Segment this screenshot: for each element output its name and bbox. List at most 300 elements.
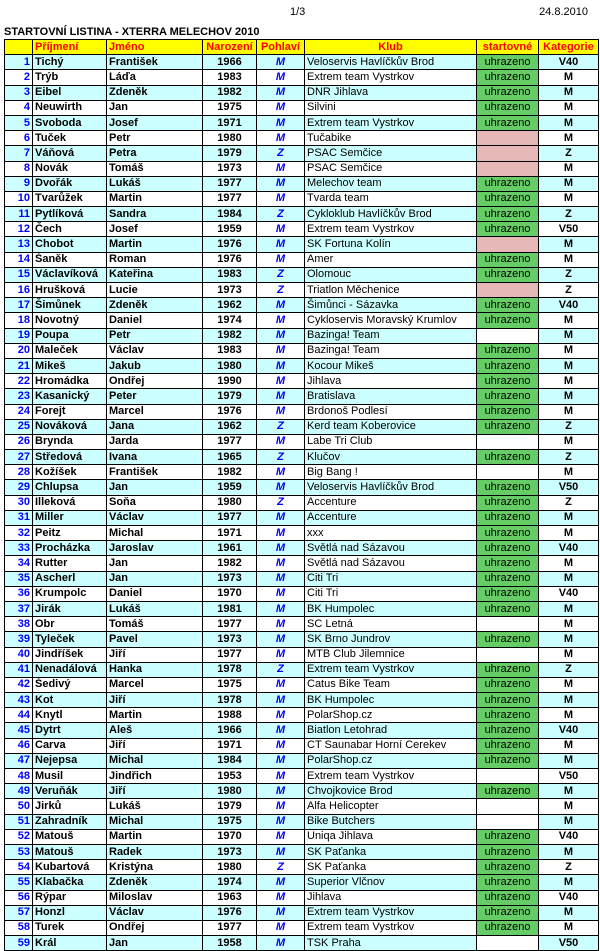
cell-category: Z [539, 419, 599, 434]
table-row [5, 115, 599, 130]
cell-row-number: 17 [5, 298, 33, 313]
table-row [5, 191, 599, 206]
document-date: 24.8.2010 [539, 6, 588, 18]
cell-club: Triatlon Měchenice [305, 283, 477, 298]
cell-fee-status [477, 799, 539, 814]
cell-category: M [539, 632, 599, 647]
cell-first-name: Daniel [107, 586, 203, 601]
cell-sex: M [257, 389, 305, 404]
cell-fee-status: uhrazeno [477, 313, 539, 328]
cell-club: Bratislava [305, 389, 477, 404]
cell-sex: M [257, 480, 305, 495]
table-row [5, 465, 599, 480]
cell-fee-status [477, 936, 539, 951]
cell-category: Z [539, 283, 599, 298]
cell-sex: M [257, 814, 305, 829]
cell-surname: Carva [33, 738, 107, 753]
table-row [5, 890, 599, 905]
cell-fee-status: uhrazeno [477, 298, 539, 313]
cell-surname: Mikeš [33, 358, 107, 373]
start-list-table [4, 39, 599, 951]
cell-fee-status [477, 769, 539, 784]
cell-birth-year: 1963 [203, 890, 257, 905]
cell-fee-status: uhrazeno [477, 693, 539, 708]
cell-birth-year: 1979 [203, 799, 257, 814]
cell-category: V50 [539, 769, 599, 784]
cell-sex: M [257, 677, 305, 692]
cell-first-name: Lukáš [107, 601, 203, 616]
cell-birth-year: 1982 [203, 328, 257, 343]
cell-row-number: 50 [5, 799, 33, 814]
table-row [5, 161, 599, 176]
cell-fee-status [477, 434, 539, 449]
cell-surname: Novák [33, 161, 107, 176]
cell-surname: Neuwirth [33, 100, 107, 115]
cell-category: M [539, 161, 599, 176]
table-row [5, 237, 599, 252]
cell-first-name: Jana [107, 419, 203, 434]
cell-fee-status: uhrazeno [477, 571, 539, 586]
cell-row-number: 25 [5, 419, 33, 434]
cell-birth-year: 1975 [203, 814, 257, 829]
cell-surname: Veruňák [33, 784, 107, 799]
cell-category: M [539, 647, 599, 662]
cell-fee-status: uhrazeno [477, 176, 539, 191]
cell-birth-year: 1973 [203, 632, 257, 647]
header-cell-club: Klub [305, 40, 477, 55]
cell-category: V40 [539, 890, 599, 905]
table-row [5, 343, 599, 358]
cell-fee-status: uhrazeno [477, 662, 539, 677]
cell-surname: Matouš [33, 829, 107, 844]
cell-category: M [539, 571, 599, 586]
cell-club: Labe Tri Club [305, 434, 477, 449]
cell-surname: Nenadálová [33, 662, 107, 677]
cell-fee-status [477, 647, 539, 662]
cell-surname: Rutter [33, 556, 107, 571]
cell-birth-year: 1980 [203, 784, 257, 799]
cell-club: Šimůnci - Sázavka [305, 298, 477, 313]
cell-first-name: Jan [107, 936, 203, 951]
cell-sex: Z [257, 267, 305, 282]
cell-fee-status: uhrazeno [477, 450, 539, 465]
cell-surname: Pytlíková [33, 207, 107, 222]
cell-club: Extrem team Vystrkov [305, 905, 477, 920]
table-row [5, 829, 599, 844]
cell-row-number: 10 [5, 191, 33, 206]
cell-category: M [539, 601, 599, 616]
cell-sex: M [257, 191, 305, 206]
cell-sex: M [257, 298, 305, 313]
cell-first-name: Jiří [107, 647, 203, 662]
cell-surname: Dvořák [33, 176, 107, 191]
cell-row-number: 32 [5, 526, 33, 541]
cell-fee-status: uhrazeno [477, 85, 539, 100]
cell-row-number: 18 [5, 313, 33, 328]
cell-club: Jihlava [305, 374, 477, 389]
cell-surname: Tyleček [33, 632, 107, 647]
cell-row-number: 55 [5, 875, 33, 890]
cell-birth-year: 1980 [203, 860, 257, 875]
cell-club: PolarShop.cz [305, 708, 477, 723]
cell-first-name: František [107, 465, 203, 480]
table-row [5, 419, 599, 434]
cell-first-name: Lukáš [107, 176, 203, 191]
cell-category: Z [539, 207, 599, 222]
cell-category: M [539, 526, 599, 541]
cell-first-name: Aleš [107, 723, 203, 738]
cell-category: Z [539, 495, 599, 510]
cell-fee-status: uhrazeno [477, 677, 539, 692]
table-row [5, 495, 599, 510]
cell-category: M [539, 389, 599, 404]
table-row [5, 708, 599, 723]
cell-sex: M [257, 434, 305, 449]
cell-sex: Z [257, 450, 305, 465]
cell-row-number: 47 [5, 753, 33, 768]
cell-row-number: 27 [5, 450, 33, 465]
cell-row-number: 37 [5, 601, 33, 616]
cell-first-name: Soňa [107, 495, 203, 510]
cell-surname: Illeková [33, 495, 107, 510]
cell-birth-year: 1977 [203, 434, 257, 449]
cell-sex: M [257, 252, 305, 267]
cell-category: M [539, 131, 599, 146]
cell-sex: M [257, 100, 305, 115]
cell-club: Extrem team Vystrkov [305, 662, 477, 677]
cell-club: Olomouc [305, 267, 477, 282]
cell-fee-status [477, 465, 539, 480]
cell-surname: Trýb [33, 70, 107, 85]
cell-fee-status: uhrazeno [477, 920, 539, 935]
cell-club: Bike Butchers [305, 814, 477, 829]
cell-birth-year: 1975 [203, 677, 257, 692]
table-row [5, 374, 599, 389]
cell-row-number: 22 [5, 374, 33, 389]
cell-row-number: 4 [5, 100, 33, 115]
cell-first-name: Jiří [107, 693, 203, 708]
cell-fee-status: uhrazeno [477, 844, 539, 859]
cell-first-name: Zdeněk [107, 85, 203, 100]
table-row [5, 389, 599, 404]
cell-row-number: 35 [5, 571, 33, 586]
cell-fee-status [477, 617, 539, 632]
cell-category: M [539, 875, 599, 890]
cell-category: V40 [539, 586, 599, 601]
cell-fee-status: uhrazeno [477, 252, 539, 267]
cell-category: V40 [539, 723, 599, 738]
table-row [5, 738, 599, 753]
cell-sex: M [257, 920, 305, 935]
cell-fee-status: uhrazeno [477, 784, 539, 799]
cell-surname: Nejepsa [33, 753, 107, 768]
cell-first-name: Lukáš [107, 799, 203, 814]
cell-club: Cykloservis Moravský Krumlov [305, 313, 477, 328]
table-row [5, 632, 599, 647]
cell-club: TSK Praha [305, 936, 477, 951]
cell-sex: M [257, 343, 305, 358]
cell-surname: Eibel [33, 85, 107, 100]
cell-surname: Musil [33, 769, 107, 784]
cell-category: M [539, 237, 599, 252]
table-row [5, 146, 599, 161]
cell-surname: Klabačka [33, 875, 107, 890]
cell-category: M [539, 191, 599, 206]
cell-birth-year: 1983 [203, 343, 257, 358]
cell-club: Extrem team Vystrkov [305, 920, 477, 935]
cell-sex: M [257, 465, 305, 480]
header-cell-category: Kategorie [539, 40, 599, 55]
cell-sex: M [257, 693, 305, 708]
cell-surname: Šimůnek [33, 298, 107, 313]
cell-birth-year: 1975 [203, 100, 257, 115]
cell-club: Světlá nad Sázavou [305, 556, 477, 571]
cell-row-number: 24 [5, 404, 33, 419]
cell-sex: M [257, 115, 305, 130]
cell-club: Silvini [305, 100, 477, 115]
cell-club: Tučabike [305, 131, 477, 146]
cell-surname: Tuček [33, 131, 107, 146]
cell-surname: Maleček [33, 343, 107, 358]
cell-sex: M [257, 556, 305, 571]
cell-first-name: Kateřina [107, 267, 203, 282]
cell-sex: M [257, 222, 305, 237]
cell-first-name: Ondřej [107, 920, 203, 935]
cell-fee-status: uhrazeno [477, 875, 539, 890]
cell-surname: Dytrt [33, 723, 107, 738]
cell-first-name: Tomáš [107, 617, 203, 632]
cell-category: M [539, 920, 599, 935]
cell-birth-year: 1979 [203, 146, 257, 161]
cell-category: M [539, 313, 599, 328]
cell-row-number: 33 [5, 541, 33, 556]
table-row [5, 860, 599, 875]
table-row [5, 601, 599, 616]
cell-surname: Šedivý [33, 677, 107, 692]
cell-first-name: Zdeněk [107, 875, 203, 890]
cell-row-number: 13 [5, 237, 33, 252]
cell-fee-status [477, 146, 539, 161]
cell-first-name: Petr [107, 131, 203, 146]
cell-first-name: Ondřej [107, 374, 203, 389]
cell-club: CT Saunabar Horní Cerekev [305, 738, 477, 753]
cell-birth-year: 1974 [203, 313, 257, 328]
cell-sex: M [257, 647, 305, 662]
cell-fee-status [477, 237, 539, 252]
cell-row-number: 26 [5, 434, 33, 449]
cell-row-number: 30 [5, 495, 33, 510]
cell-birth-year: 1966 [203, 55, 257, 70]
cell-sex: M [257, 617, 305, 632]
cell-surname: Kožíšek [33, 465, 107, 480]
cell-surname: Jirák [33, 601, 107, 616]
cell-surname: Knytl [33, 708, 107, 723]
cell-club: Jihlava [305, 890, 477, 905]
cell-category: Z [539, 267, 599, 282]
cell-fee-status: uhrazeno [477, 191, 539, 206]
cell-club: Biatlon Letohrad [305, 723, 477, 738]
cell-sex: M [257, 738, 305, 753]
cell-sex: M [257, 632, 305, 647]
cell-row-number: 20 [5, 343, 33, 358]
cell-surname: Brynda [33, 434, 107, 449]
cell-club: SK Paťanka [305, 860, 477, 875]
cell-fee-status: uhrazeno [477, 495, 539, 510]
cell-club: Accenture [305, 510, 477, 525]
cell-first-name: Jiří [107, 784, 203, 799]
cell-row-number: 42 [5, 677, 33, 692]
cell-fee-status: uhrazeno [477, 419, 539, 434]
cell-category: M [539, 784, 599, 799]
cell-first-name: Václav [107, 905, 203, 920]
cell-club: Veloservis Havlíčkův Brod [305, 480, 477, 495]
table-row [5, 298, 599, 313]
cell-club: Extrem team Vystrkov [305, 769, 477, 784]
cell-sex: Z [257, 495, 305, 510]
cell-sex: M [257, 890, 305, 905]
cell-birth-year: 1973 [203, 161, 257, 176]
cell-row-number: 56 [5, 890, 33, 905]
cell-fee-status: uhrazeno [477, 829, 539, 844]
cell-club: Alfa Helicopter [305, 799, 477, 814]
cell-sex: M [257, 358, 305, 373]
cell-row-number: 53 [5, 844, 33, 859]
cell-sex: M [257, 905, 305, 920]
cell-sex: M [257, 936, 305, 951]
cell-club: Cykloklub Havlíčkův Brod [305, 207, 477, 222]
cell-club: Kocour Mikeš [305, 358, 477, 373]
cell-club: Kerd team Koberovice [305, 419, 477, 434]
cell-sex: Z [257, 860, 305, 875]
cell-club: Bazinga! Team [305, 343, 477, 358]
cell-first-name: Josef [107, 222, 203, 237]
table-row [5, 920, 599, 935]
cell-first-name: Zdeněk [107, 298, 203, 313]
cell-sex: M [257, 313, 305, 328]
table-row [5, 434, 599, 449]
cell-sex: M [257, 526, 305, 541]
cell-surname: Šaněk [33, 252, 107, 267]
cell-club: SK Brno Jundrov [305, 632, 477, 647]
cell-surname: Hromádka [33, 374, 107, 389]
cell-fee-status: uhrazeno [477, 100, 539, 115]
cell-surname: Jirků [33, 799, 107, 814]
cell-surname: Ascherl [33, 571, 107, 586]
cell-row-number: 52 [5, 829, 33, 844]
cell-row-number: 49 [5, 784, 33, 799]
cell-first-name: Jan [107, 100, 203, 115]
cell-surname: Tvarůžek [33, 191, 107, 206]
table-row [5, 480, 599, 495]
cell-category: M [539, 358, 599, 373]
cell-club: Amer [305, 252, 477, 267]
cell-row-number: 34 [5, 556, 33, 571]
cell-fee-status: uhrazeno [477, 738, 539, 753]
cell-first-name: Jarda [107, 434, 203, 449]
cell-category: M [539, 844, 599, 859]
table-row [5, 905, 599, 920]
cell-category: V40 [539, 541, 599, 556]
cell-sex: M [257, 55, 305, 70]
cell-category: M [539, 677, 599, 692]
cell-sex: M [257, 799, 305, 814]
cell-fee-status: uhrazeno [477, 556, 539, 571]
cell-surname: Matouš [33, 844, 107, 859]
cell-first-name: Václav [107, 343, 203, 358]
cell-birth-year: 1978 [203, 662, 257, 677]
cell-fee-status: uhrazeno [477, 222, 539, 237]
cell-sex: M [257, 829, 305, 844]
cell-row-number: 39 [5, 632, 33, 647]
cell-club: DNR Jihlava [305, 85, 477, 100]
table-row [5, 784, 599, 799]
cell-surname: Kot [33, 693, 107, 708]
cell-birth-year: 1976 [203, 237, 257, 252]
cell-sex: M [257, 328, 305, 343]
cell-category: M [539, 556, 599, 571]
cell-surname: Král [33, 936, 107, 951]
cell-sex: M [257, 753, 305, 768]
cell-category: Z [539, 662, 599, 677]
table-row [5, 222, 599, 237]
cell-category: V40 [539, 298, 599, 313]
cell-row-number: 31 [5, 510, 33, 525]
cell-first-name: Ivana [107, 450, 203, 465]
table-row [5, 693, 599, 708]
cell-surname: Chlupsa [33, 480, 107, 495]
cell-first-name: Marcel [107, 404, 203, 419]
cell-sex: Z [257, 283, 305, 298]
cell-first-name: Jakub [107, 358, 203, 373]
table-row [5, 556, 599, 571]
cell-category: M [539, 799, 599, 814]
cell-category: Z [539, 860, 599, 875]
cell-club: PSAC Semčice [305, 161, 477, 176]
cell-fee-status [477, 328, 539, 343]
cell-sex: Z [257, 207, 305, 222]
table-row [5, 404, 599, 419]
cell-club: Melechov team [305, 176, 477, 191]
cell-birth-year: 1976 [203, 404, 257, 419]
cell-fee-status: uhrazeno [477, 586, 539, 601]
cell-category: V40 [539, 829, 599, 844]
cell-club: Brdonoš Podlesí [305, 404, 477, 419]
cell-club: PSAC Semčice [305, 146, 477, 161]
table-row [5, 176, 599, 191]
cell-first-name: Marcel [107, 677, 203, 692]
cell-birth-year: 1981 [203, 601, 257, 616]
cell-birth-year: 1978 [203, 693, 257, 708]
cell-surname: Tichý [33, 55, 107, 70]
cell-sex: M [257, 374, 305, 389]
cell-sex: M [257, 541, 305, 556]
cell-fee-status: uhrazeno [477, 526, 539, 541]
cell-birth-year: 1976 [203, 905, 257, 920]
cell-club: Citi Tri [305, 586, 477, 601]
cell-row-number: 43 [5, 693, 33, 708]
cell-surname: Poupa [33, 328, 107, 343]
table-header-row [5, 40, 599, 55]
cell-first-name: Michal [107, 814, 203, 829]
cell-surname: Rýpar [33, 890, 107, 905]
cell-sex: M [257, 723, 305, 738]
cell-birth-year: 1970 [203, 829, 257, 844]
cell-birth-year: 1961 [203, 541, 257, 556]
cell-first-name: Michal [107, 753, 203, 768]
cell-surname: Novotný [33, 313, 107, 328]
cell-category: M [539, 404, 599, 419]
cell-first-name: Petra [107, 146, 203, 161]
